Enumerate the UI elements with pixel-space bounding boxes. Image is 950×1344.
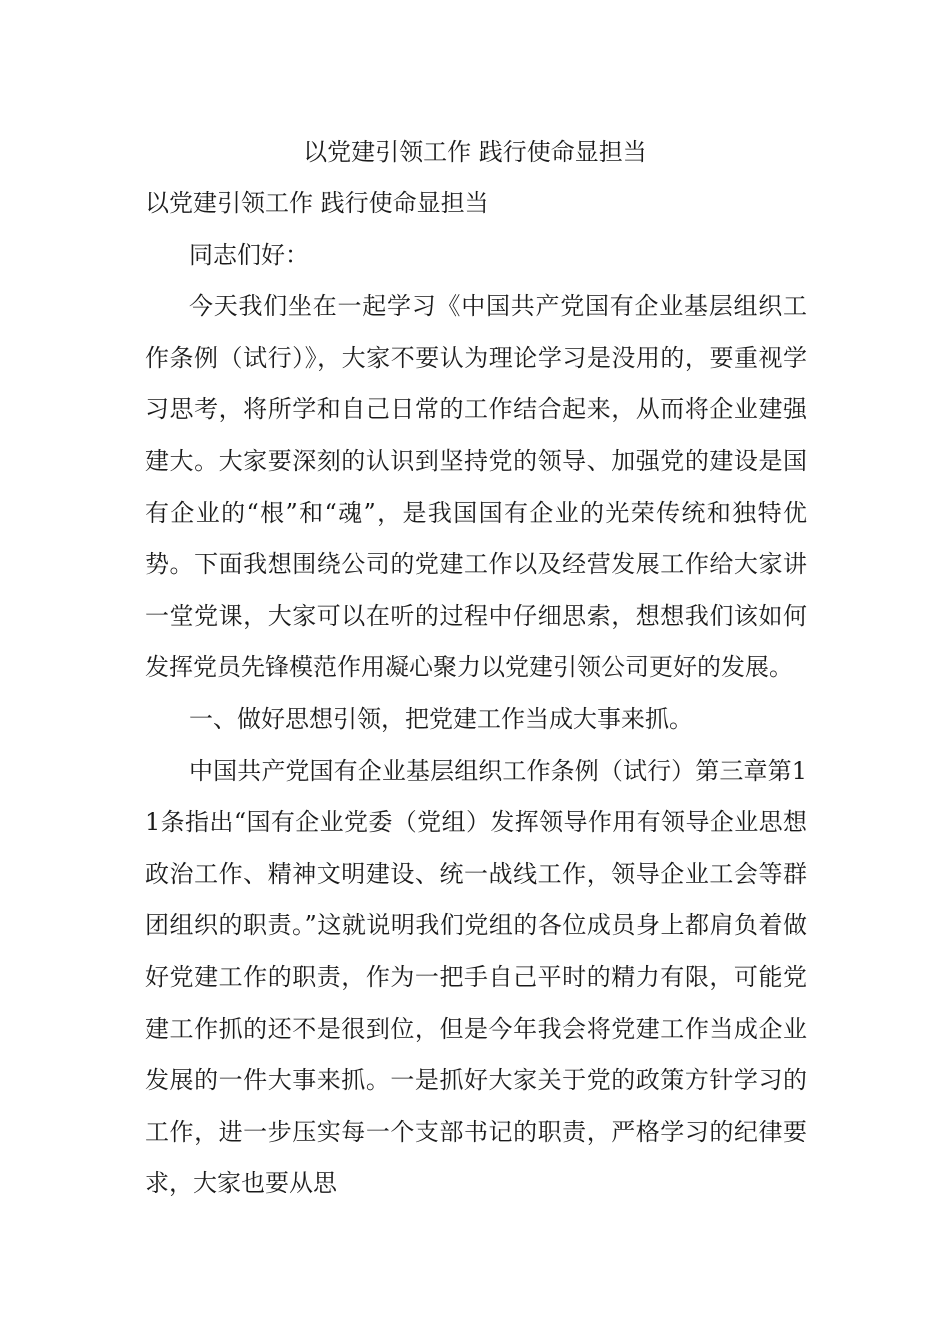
section-heading-1: 一、做好思想引领，把党建工作当成大事来抓。 bbox=[189, 704, 693, 733]
paragraph-section-1: 中国共产党国有企业基层组织工作条例（试行）第三章第11条指出“国有企业党委（党组）发挥领导作用有领导企业思想政治工作、精神文明建设、统一战线工作，领导企业工会等群团组织的职责。”这就说明我们党组的各位成员身上都肩负着做好党建工作的职责，作为一把手自己平时的精力有限，可能党建工作抓的还不是很到位，但是今年我会将党建工作当成企业发展的一件大事来抓。一是抓好大家关于党的政策方针学习的工作，进一步压实每一个支部书记的职责，严格学习的纪律要求，大家也要从思 bbox=[145, 756, 807, 1198]
paragraph-intro: 今天我们坐在一起学习《中国共产党国有企业基层组织工作条例（试行）》，大家不要认为理论学习是没用的，要重视学习思考，将所学和自己日常的工作结合起来，从而将企业建强建大。大家要深刻的认识到坚持党的领导、加强党的建设是国有企业的“根”和“魂”，是我国国有企业的光荣传统和独特优势。下面我想围绕公司的党建工作以及经营发展工作给大家讲一堂党课，大家可以在听的过程中仔细思索，想想我们该如何发挥党员先锋模范作用凝心聚力以党建引领公司更好的发展。 bbox=[145, 292, 807, 682]
paragraph-greeting: 同志们好： bbox=[189, 240, 309, 269]
paragraph-heading: 以党建引领工作 践行使命显担当 bbox=[145, 189, 489, 217]
document-body bbox=[145, 178, 807, 1210]
document-title: 以党建引领工作 践行使命显担当 bbox=[303, 138, 647, 166]
